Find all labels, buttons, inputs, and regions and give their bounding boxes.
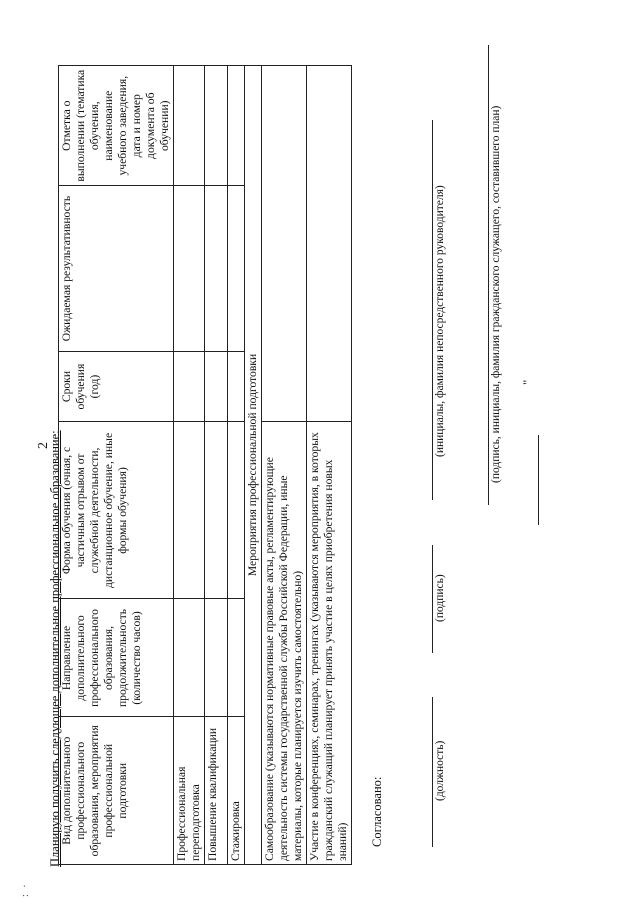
table-row: [307, 66, 352, 865]
table-cell[interactable]: [307, 66, 352, 422]
table-cell[interactable]: [174, 186, 205, 351]
table-cell[interactable]: [205, 599, 228, 717]
table-cell[interactable]: [205, 186, 228, 351]
manager-caption: (инициалы, фамилия непосредственного руководителя): [434, 185, 446, 457]
row-label-retraining: Профессиональная переподготовка: [174, 717, 205, 865]
table-cell[interactable]: [174, 599, 205, 717]
education-plan-table: [58, 65, 352, 865]
table-cell[interactable]: [205, 422, 228, 599]
table-cell[interactable]: [174, 351, 205, 422]
section-header-row: [245, 66, 262, 865]
table-row: [205, 66, 228, 865]
table-cell[interactable]: [228, 422, 245, 599]
approval-label: Согласовано:: [370, 776, 384, 847]
date-line[interactable]: [538, 435, 539, 525]
table-row: [228, 66, 245, 865]
table-cell[interactable]: [228, 66, 245, 186]
header-completion: Отметка о выполнении (тематика обучения, наименование учебного заведения, дата и номер документа об обучении): [59, 66, 174, 186]
table-cell[interactable]: [262, 66, 307, 422]
header-terms: Сроки обучения (год): [59, 351, 174, 422]
position-caption: (должность): [434, 740, 446, 801]
table-row: [174, 66, 205, 865]
table-cell[interactable]: [228, 599, 245, 717]
table-cell[interactable]: [205, 66, 228, 186]
signature-line[interactable]: [432, 545, 433, 653]
table-cell[interactable]: [174, 66, 205, 186]
author-line[interactable]: [488, 45, 489, 505]
table-cell[interactable]: [228, 186, 245, 351]
row-label-self-education: Самообразование (указываются нормативные правовые акты, регламентирующие деятельность системы государственной службы Российской Федерации, иные материалы, которые планируется изучить самостоятельно): [262, 422, 307, 865]
page-number: 2: [36, 442, 51, 449]
row-label-qualification: Повышение квалификации: [205, 717, 228, 865]
table-cell[interactable]: [205, 351, 228, 422]
quote-mark: ": [520, 379, 535, 385]
author-caption: (подпись, инициалы, фамилия гражданского служащего, составившего план): [490, 105, 502, 483]
section-title: Мероприятия профессиональной подготовки: [245, 66, 262, 865]
header-result: Ожидаемая результативность: [59, 186, 174, 351]
row-label-conferences: Участие в конференциях, семинарах, тренингах (указываются мероприятия, в которых гражданский служащий планирует принять участие в целях приобретения новых знаний): [307, 422, 352, 865]
intro-text: Планирую получить следующее дополнительное профессиональное образование:: [48, 430, 62, 867]
manager-name-line[interactable]: [432, 120, 433, 500]
table-header-row: [59, 66, 174, 865]
signature-caption: (подпись): [434, 574, 446, 622]
scan-margin-marks: : ·: [20, 882, 31, 897]
header-form: Форма обучения (очная, с частичным отрывом от служебной деятельности, дистанционное обучение, иные формы обучения): [59, 422, 174, 599]
row-label-internship: Стажировка: [228, 717, 245, 865]
table-cell[interactable]: [228, 351, 245, 422]
header-direction: Направление дополнительного профессионального образования, продолжительность (количество часов): [59, 599, 174, 717]
header-type: Вид дополнительного профессионального образования, мероприятия профессиональной подготовки: [59, 717, 174, 865]
table-cell[interactable]: [174, 422, 205, 599]
table-row: [262, 66, 307, 865]
position-line[interactable]: [432, 697, 433, 847]
